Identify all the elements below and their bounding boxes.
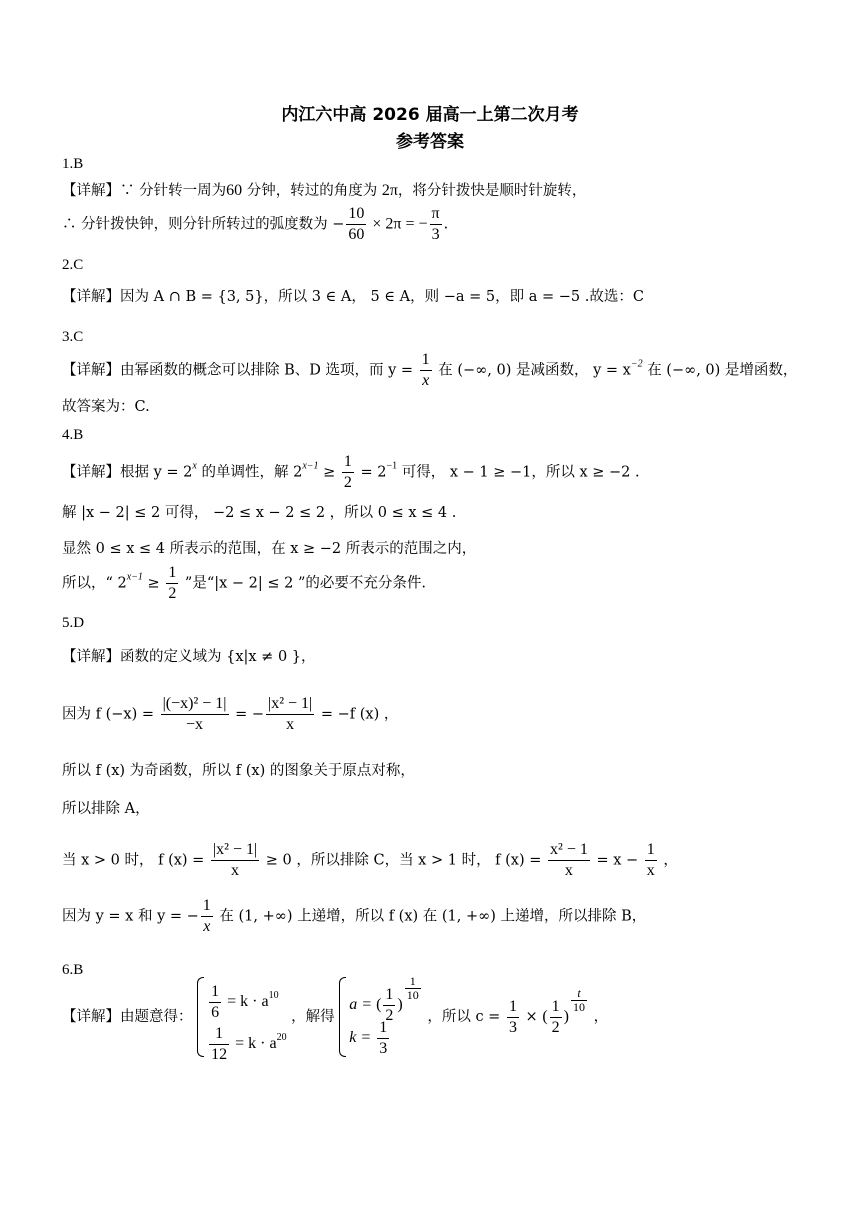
math: a = (349, 996, 377, 1013)
numerator: 1 (645, 840, 657, 861)
system-row: a = ( $\frac{1}{2}$ ) $\frac{1}{10}$ (349, 974, 419, 1024)
math: = k · a (223, 993, 269, 1010)
denominator: 2 (168, 585, 177, 602)
math: × 2π = − (368, 215, 428, 233)
denominator: −x (186, 716, 204, 733)
fraction (430, 204, 442, 245)
numerator: |x² − 1| (266, 694, 314, 715)
text: ≥ 0 ，所以排除 C，当 x > 1 时， f (x) = (261, 852, 547, 869)
fraction (550, 997, 562, 1038)
answer-1-line-1 (62, 180, 586, 202)
denominator: x (646, 862, 655, 879)
answer-4-line-2: 解 |x − 2| ≤ 2 可得， −2 ≤ x − 2 ≤ 2 ，所以 0 ≤ x ≤ 4 . (62, 505, 457, 521)
numerator: 10 (346, 204, 366, 225)
numerator: π (430, 204, 442, 225)
fraction (166, 563, 178, 604)
text: 所以，“ 2 (62, 575, 127, 592)
fraction (346, 204, 366, 245)
denominator: x (286, 716, 295, 733)
answer-4-line-3: 显然 0 ≤ x ≤ 4 所表示的范围，在 x ≥ −2 所表示的范围之内， (62, 541, 477, 557)
answer-5-line-2 (62, 694, 398, 735)
fraction (645, 840, 657, 881)
exponent: x−1 (126, 571, 143, 583)
numerator: 1 (342, 452, 354, 473)
text: 当 x > 0 时， f (x) = (62, 852, 209, 869)
numerator: 1 (420, 350, 432, 371)
answer-label-5: 5.D (62, 615, 85, 631)
denominator: 60 (348, 226, 365, 243)
fraction (420, 350, 432, 391)
exponent-fraction (571, 987, 587, 1014)
denominator: 10 (572, 1000, 585, 1014)
answer-2-line-1: 【详解】因为 A ∩ B = {3, 5}，所以 3 ∈ A， 5 ∈ A，则 −a = 5，即 a = −5 .故选：C (62, 289, 644, 305)
text: = 2 (355, 464, 387, 481)
text: 在 (−∞, 0) 是增函数， (642, 362, 798, 379)
exponent: −1 (386, 460, 398, 472)
text: ∴ 分针拨快钟，则分针所转过的弧度数为 − (62, 216, 345, 233)
text: = −f (x) ， (316, 706, 399, 723)
exponent: x−1 (302, 460, 319, 472)
system-row (207, 975, 286, 1021)
denominator: 3 (379, 1039, 388, 1057)
fraction (161, 694, 229, 735)
denominator: x (231, 862, 240, 879)
text: ， (658, 852, 678, 869)
fraction (377, 1018, 389, 1059)
answer-label-4: 4.B (62, 427, 84, 443)
math: 60 (226, 182, 243, 199)
exponent: −2 (630, 358, 643, 370)
denominator: 3 (508, 1018, 517, 1036)
math: k = (349, 1029, 376, 1046)
exponent-fraction (405, 975, 421, 1002)
text: 因为 y = x 和 y = − (62, 908, 199, 925)
numerator: 1 (166, 563, 178, 584)
denominator: 10 (406, 988, 419, 1002)
text: 【详解】由题意得： (62, 1009, 193, 1025)
fraction (211, 840, 259, 881)
denominator: 6 (211, 1003, 220, 1021)
exponent: 10 (268, 990, 279, 1001)
denominator: 12 (211, 1045, 228, 1063)
numerator: |(−x)² − 1| (161, 694, 229, 715)
fraction (342, 452, 354, 493)
text: ≥ (318, 464, 340, 481)
numerator: 1 (377, 1018, 389, 1039)
text: = − (230, 706, 265, 723)
answer-4-line-1 (62, 452, 640, 493)
solution-system (339, 975, 422, 1059)
answer-label-3: 3.C (62, 329, 84, 345)
text: 【详解】根据 y = 2 (62, 464, 193, 481)
text: ”是“|x − 2| ≤ 2 ”的必要不充分条件. (180, 575, 427, 592)
denominator: 2 (343, 474, 352, 491)
denominator: x (422, 372, 430, 389)
numerator: 1 (507, 997, 519, 1018)
text: ， (588, 1009, 609, 1025)
fraction (548, 840, 590, 881)
fraction (266, 694, 314, 735)
text: ，所以 c = (422, 1009, 505, 1025)
answer-1-line-2 (62, 204, 448, 245)
numerator: 1 (209, 982, 221, 1003)
text: 在 (−∞, 0) 是减函数， y = x (433, 362, 631, 379)
answer-5-line-1: 【详解】函数的定义域为 {x|x ≠ 0 }， (62, 649, 316, 665)
equation-system (197, 975, 287, 1063)
numerator: x² − 1 (548, 840, 590, 861)
answer-5-line-6 (62, 896, 646, 937)
numerator: t (571, 987, 587, 1001)
denominator: 2 (551, 1018, 560, 1036)
answer-5-line-4: 所以排除 A， (62, 801, 150, 817)
text: . (443, 216, 449, 233)
math: 2π (381, 182, 398, 199)
text: 【详解】由幂函数的概念可以排除 B、D 选项，而 y = (62, 362, 418, 379)
denominator: 2 (385, 1006, 394, 1024)
text: 的单调性，解 2 (196, 464, 303, 481)
numerator: 1 (383, 985, 395, 1006)
text: 可得， x − 1 ≥ −1，所以 x ≥ −2 . (397, 464, 640, 481)
denominator: 3 (431, 226, 440, 243)
text: 因为 f (−x) = (62, 706, 159, 723)
numerator: 1 (405, 975, 421, 989)
text: ≥ (142, 575, 165, 592)
fraction (201, 896, 213, 937)
answer-label-1: 1.B (62, 156, 84, 172)
numerator: 1 (550, 997, 562, 1018)
denominator: x (564, 862, 573, 879)
exponent: 20 (276, 1032, 287, 1043)
document-title: 内江六中高 2026 届高一上第二次月考 (281, 105, 579, 125)
answer-label-2: 2.C (62, 257, 84, 273)
fraction (209, 1024, 229, 1065)
answer-6-line-1: 【详解】由题意得： $\frac{1}{6}$ = $k \cdot a^{10}$ $\frac{1}{12}$ = $k \cdot a^{20}$ ，解得 a = ( $\frac{1}{2}$ ) $\frac{1}{10}$ k = $\frac{1}{3}$ ，所以 c = $\frac{1}{3}$ × ( $\frac{1}{2}$ ) $\frac{t}{10}$ ， (62, 974, 609, 1063)
answer-label-6: 6.B (62, 962, 84, 978)
document-subtitle: 参考答案 (396, 132, 464, 152)
answer-5-line-3: 所以 f (x) 为奇函数，所以 f (x) 的图象关于原点对称， (62, 763, 415, 779)
math: = k · a (231, 1035, 277, 1052)
fraction (507, 997, 519, 1038)
answer-3-line-1 (62, 350, 797, 391)
numerator: 1 (201, 896, 213, 917)
text: × (520, 1009, 543, 1025)
answer-4-line-4 (62, 563, 426, 604)
answer-3-line-2: 故答案为：C. (62, 399, 150, 415)
system-row (207, 1017, 287, 1063)
text: ，将分针拨快是顺时针旋转， (397, 183, 587, 199)
exponent: x (192, 460, 197, 472)
text: 在 (1, +∞) 上递增，所以 f (x) 在 (1, +∞) 上递增，所以排除 B， (214, 908, 647, 925)
text: = x − (591, 852, 643, 869)
numerator: 1 (209, 1024, 229, 1045)
denominator: x (203, 918, 211, 935)
text: 分钟，转过的角度为 (242, 183, 382, 199)
numerator: |x² − 1| (211, 840, 259, 861)
answer-5-line-5 (62, 840, 678, 881)
text: 【详解】∵ 分针转一周为 (62, 183, 227, 199)
text: ，解得 (286, 1009, 335, 1025)
system-row (349, 1017, 422, 1059)
